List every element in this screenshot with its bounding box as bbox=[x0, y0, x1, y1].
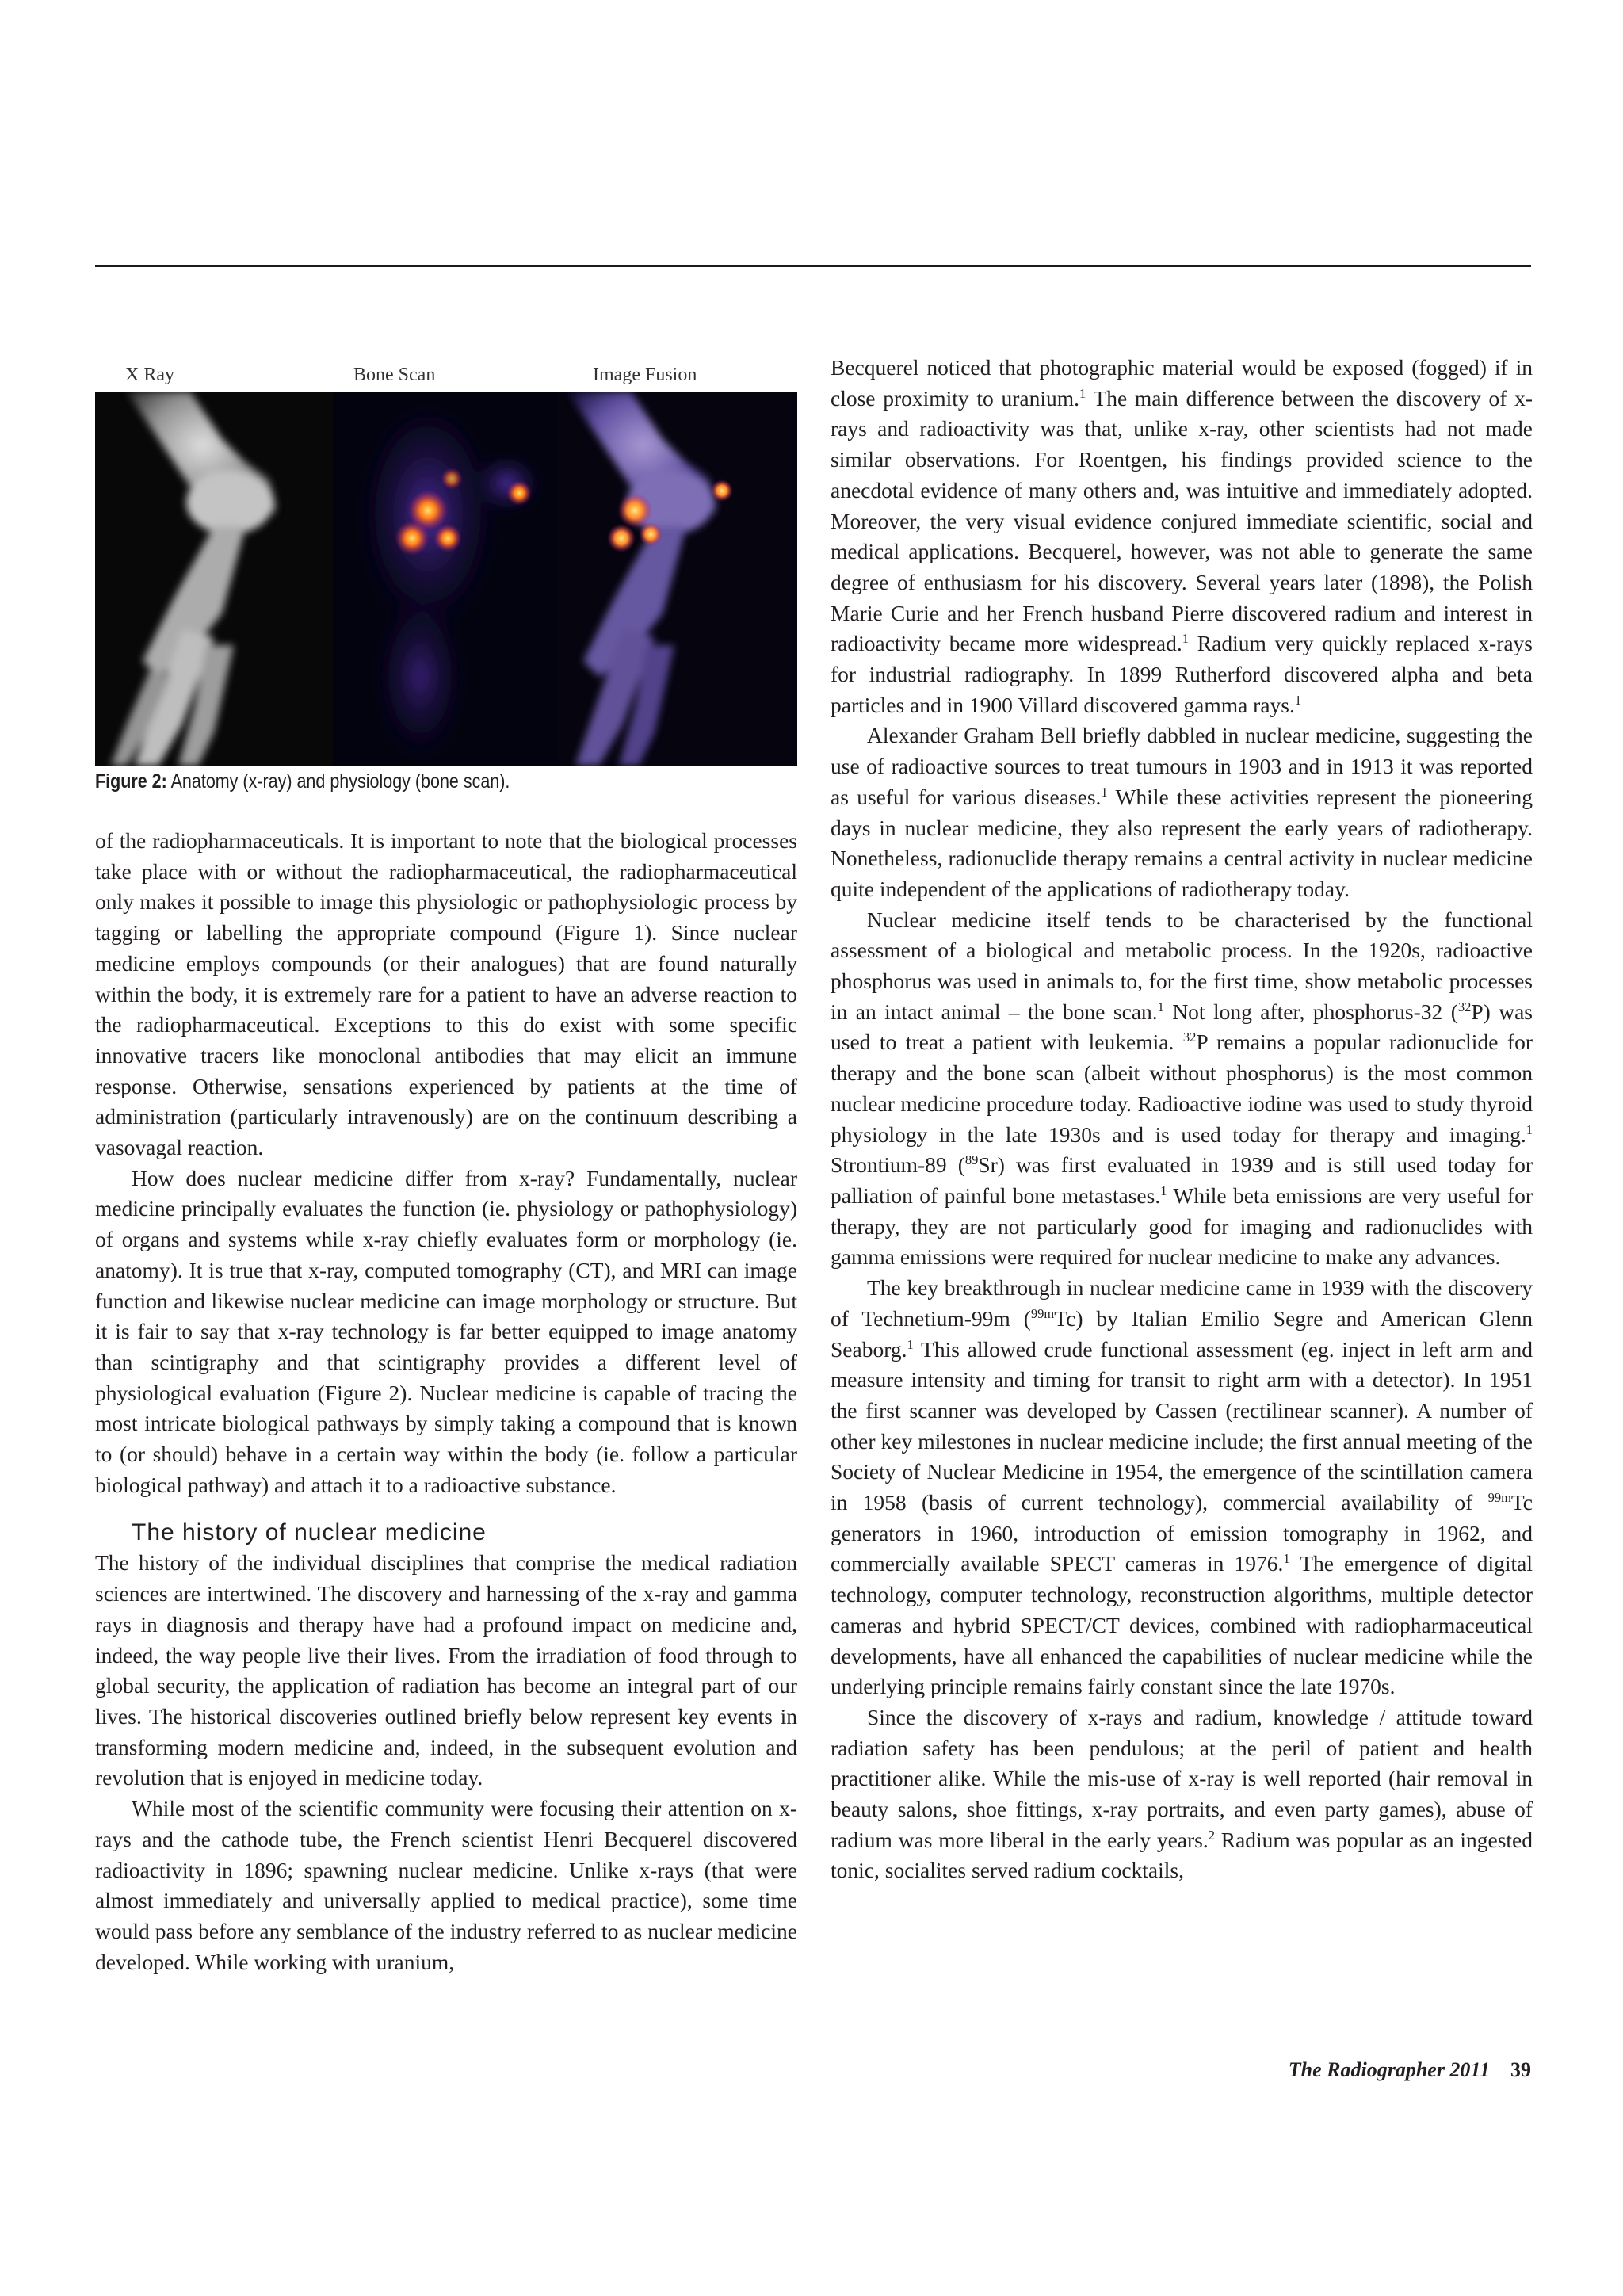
text-run: Not long after, phosphorus-32 ( bbox=[1163, 999, 1458, 1024]
label-bone-scan: Bone Scan bbox=[353, 365, 436, 385]
text-run: This allowed crude functional assessment (eg. inject in left arm and measure intensity and timing for transit to right arm with a detector). In 1951 the first scanner was developed by Cassen (rectilinear scanner). A number of other key milestones in nuclear medicine include; the first annual meeting of the Society of Nuclear Medicine in 1954, the emergence of the scintillation camera in 1958 (basis of current technology), commercial availability of bbox=[831, 1336, 1533, 1515]
reference-marker: 1 bbox=[1101, 784, 1108, 800]
text-run: Since the discovery of x-rays and radium, knowledge / attitude toward radiation safety has been pendulous; at the peril of patient and health practitioner alike. While the mis-use of x-ray is well reported (hair removal in beauty salons, shoe fittings, x-ray portraits, and even party games), abuse of radium was more liberal in the early years. bbox=[831, 1704, 1533, 1852]
figure-caption bbox=[95, 770, 699, 793]
reference-marker: 1 bbox=[1160, 1182, 1167, 1198]
page-footer bbox=[1289, 2058, 1531, 2082]
paragraph: The history of the individual disciplines that comprise the medical radiation sciences are intertwined. The discovery and harnessing of the x-ray and gamma rays in diagnosis and therapy have had a profound impact on medicine and, indeed, the way people live their lives. From the irradiation of food through to global security, the application of radiation has become an integral part of our lives. The historical discoveries outlined briefly below represent key events in transforming modern medicine and, indeed, in the subsequent evolution and revolution that is enjoyed in medicine today. bbox=[95, 1550, 797, 1790]
text-run: Strontium-89 ( bbox=[831, 1152, 965, 1178]
isotope-mass: 99m bbox=[1030, 1305, 1055, 1321]
reference-marker: 1 bbox=[1079, 385, 1086, 401]
right-column bbox=[831, 353, 1533, 1886]
text-run: While beta emissions are very useful for therapy, they are not particularly good for imaging and radionuclides with gamma emissions were required for nuclear medicine to make any advances. bbox=[831, 1182, 1533, 1270]
paragraph bbox=[831, 905, 1533, 1273]
reference-marker: 1 bbox=[907, 1336, 914, 1352]
reference-marker: 1 bbox=[1283, 1551, 1290, 1567]
text-run: The emergence of digital technology, computer technology, reconstruction algorithms, multiple detector cameras and hybrid SPECT/CT devices, combined with radiopharmaceutical developments, have all enhanced the capabilities of nuclear medicine while the underlying principle remains fairly constant since the late 1970s. bbox=[831, 1551, 1533, 1699]
text-run: The main difference between the discovery of x-rays and radioactivity was that, unlike x-ray, other scientists had not made similar observations. For Roentgen, his findings provided science to the anecdotal evidence of many others and, was intuitive and immediately adopted. Moreover, the very visual evidence conjured immediate scientific, social and medical applications. Becquerel, however, was not able to generate the same degree of enthusiasm for his discovery. Several years later (1898), the Polish Marie Curie and her French husband Pierre discovered radium and interest in radioactivity became more widespread. bbox=[831, 385, 1533, 656]
paragraph bbox=[831, 353, 1533, 720]
caption-text: Anatomy (x-ray) and physiology (bone scan). bbox=[166, 770, 510, 793]
text-run: Tc) by Italian Emilio Segre and American Glenn Seaborg. bbox=[831, 1305, 1533, 1362]
isotope-mass: 99m bbox=[1487, 1489, 1511, 1505]
isotope-mass: 32 bbox=[1457, 999, 1472, 1014]
text-run: Tc generators in 1960, introduction of emission tomography in 1962, and commercially available SPECT cameras in 1976. bbox=[831, 1490, 1533, 1576]
text-run: Sr) was first evaluated in 1939 and is still used today for palliation of painful bone metastases. bbox=[831, 1152, 1533, 1208]
xray-image bbox=[95, 392, 333, 766]
journal-name: The Radiographer 2011 bbox=[1288, 2058, 1490, 2081]
paragraph: How does nuclear medicine differ from x-ray? Fundamentally, nuclear medicine principally evaluates the function (ie. physiology or pathophysiology) of organs and systems while x-ray chiefly evaluates form or morphology (ie. anatomy). It is true that x-ray, computed tomography (CT), and MRI can image function and likewise nuclear medicine can image morphology or structure. But it is fair to say that x-ray technology is far better equipped to image anatomy than scintigraphy and that scintigraphy provides a different level of physiological evaluation (Figure 2). Nuclear medicine is capable of tracing the most intricate biological pathways by simply taking a compound that is known to (or should) behave in a certain way within the body (ie. follow a particular biological pathway) and attach it to a radioactive substance. bbox=[95, 1165, 797, 1497]
paragraph bbox=[831, 720, 1533, 904]
isotope-mass: 89 bbox=[964, 1152, 979, 1168]
paragraph bbox=[831, 1702, 1533, 1886]
figure-labels bbox=[95, 365, 797, 392]
caption-label: Figure 2: bbox=[95, 770, 167, 793]
page-number: 39 bbox=[1510, 2058, 1531, 2081]
isotope-mass: 32 bbox=[1182, 1030, 1197, 1045]
text-run: Radium very quickly replaced x-rays for industrial radiography. In 1899 Rutherford discovered alpha and beta particles and in 1900 Villard discovered gamma rays. bbox=[831, 631, 1533, 717]
reference-marker: 1 bbox=[1182, 631, 1190, 647]
text-run: P remains a popular radionuclide for therapy and the bone scan (albeit without phosphorus) is the most common nuclear medicine procedure today. Radioactive iodine was used to study thyroid physiology in the late 1930s and is used today for therapy and imaging. bbox=[831, 1030, 1533, 1147]
text-run: Becquerel noticed that photographic material would be exposed (fogged) if in close proximity to uranium. bbox=[831, 355, 1533, 411]
label-image-fusion: Image Fusion bbox=[593, 365, 697, 385]
reference-marker: 2 bbox=[1208, 1827, 1215, 1843]
section-heading: The history of nuclear medicine bbox=[132, 1519, 487, 1546]
label-xray: X Ray bbox=[125, 365, 174, 385]
paragraph bbox=[831, 1273, 1533, 1702]
text-run: While these activities represent the pioneering days in nuclear medicine, they also represent the early years of radiotherapy. Nonetheless, radionuclide therapy remains a central activity in nuclear medicine quite independent of the applications of radiotherapy today. bbox=[831, 784, 1533, 901]
left-column bbox=[95, 826, 797, 1977]
paragraph: While most of the scientific community were focusing their attention on x-rays and the cathode tube, the French scientist Henri Becquerel discovered radioactivity in 1896; spawning nuclear medicine. Unlike x-rays (that were almost immediately and universally applied to medical practice), some time would pass before any semblance of the industry referred to as nuclear medicine developed. While working with uranium, bbox=[95, 1796, 797, 1974]
image-fusion-image bbox=[559, 392, 797, 766]
figure-2 bbox=[95, 365, 797, 766]
text-run: Radium was popular as an ingested tonic, socialites served radium cocktails, bbox=[831, 1827, 1533, 1883]
paragraph: of the radiopharmaceuticals. It is important to note that the biological processes take place with or without the radiopharmaceutical, the radiopharmaceutical only makes it possible to image this physiologic or pathophysiologic process by tagging or labelling the appropriate compound (Figure 1). Since nuclear medicine employs compounds (or their analogues) that are found naturally within the body, it is extremely rare for a patient to have an adverse reaction to the radiopharmaceutical. Exceptions to this do exist with some specific innovative tracers like monoclonal antibodies that may elicit an immune response. Otherwise, sensations experienced by patients at the time of administration (particularly intravenously) are on the continuum describing a vasovagal reaction. bbox=[95, 828, 797, 1160]
text-run: Nuclear medicine itself tends to be characterised by the functional assessment of a biological and metabolic process. In the 1920s, radioactive phosphorus was used in animals to, for the first time, show metabolic processes in an intact animal – the bone scan. bbox=[831, 907, 1533, 1024]
text-run: Alexander Graham Bell briefly dabbled in nuclear medicine, suggesting the use of radioactive sources to treat tumours in 1903 and in 1913 it was reported as useful for various diseases. bbox=[831, 723, 1533, 809]
text-run: The key breakthrough in nuclear medicine came in 1939 with the discovery of Technetium-99m ( bbox=[831, 1275, 1533, 1331]
reference-marker: 1 bbox=[1157, 999, 1164, 1014]
bone-scan-image bbox=[333, 392, 559, 766]
text-run: P) was used to treat a patient with leukemia. bbox=[831, 999, 1533, 1055]
figure-image bbox=[95, 392, 797, 766]
header-rule bbox=[95, 265, 1531, 267]
reference-marker: 1 bbox=[1526, 1121, 1533, 1137]
reference-marker: 1 bbox=[1294, 692, 1302, 708]
